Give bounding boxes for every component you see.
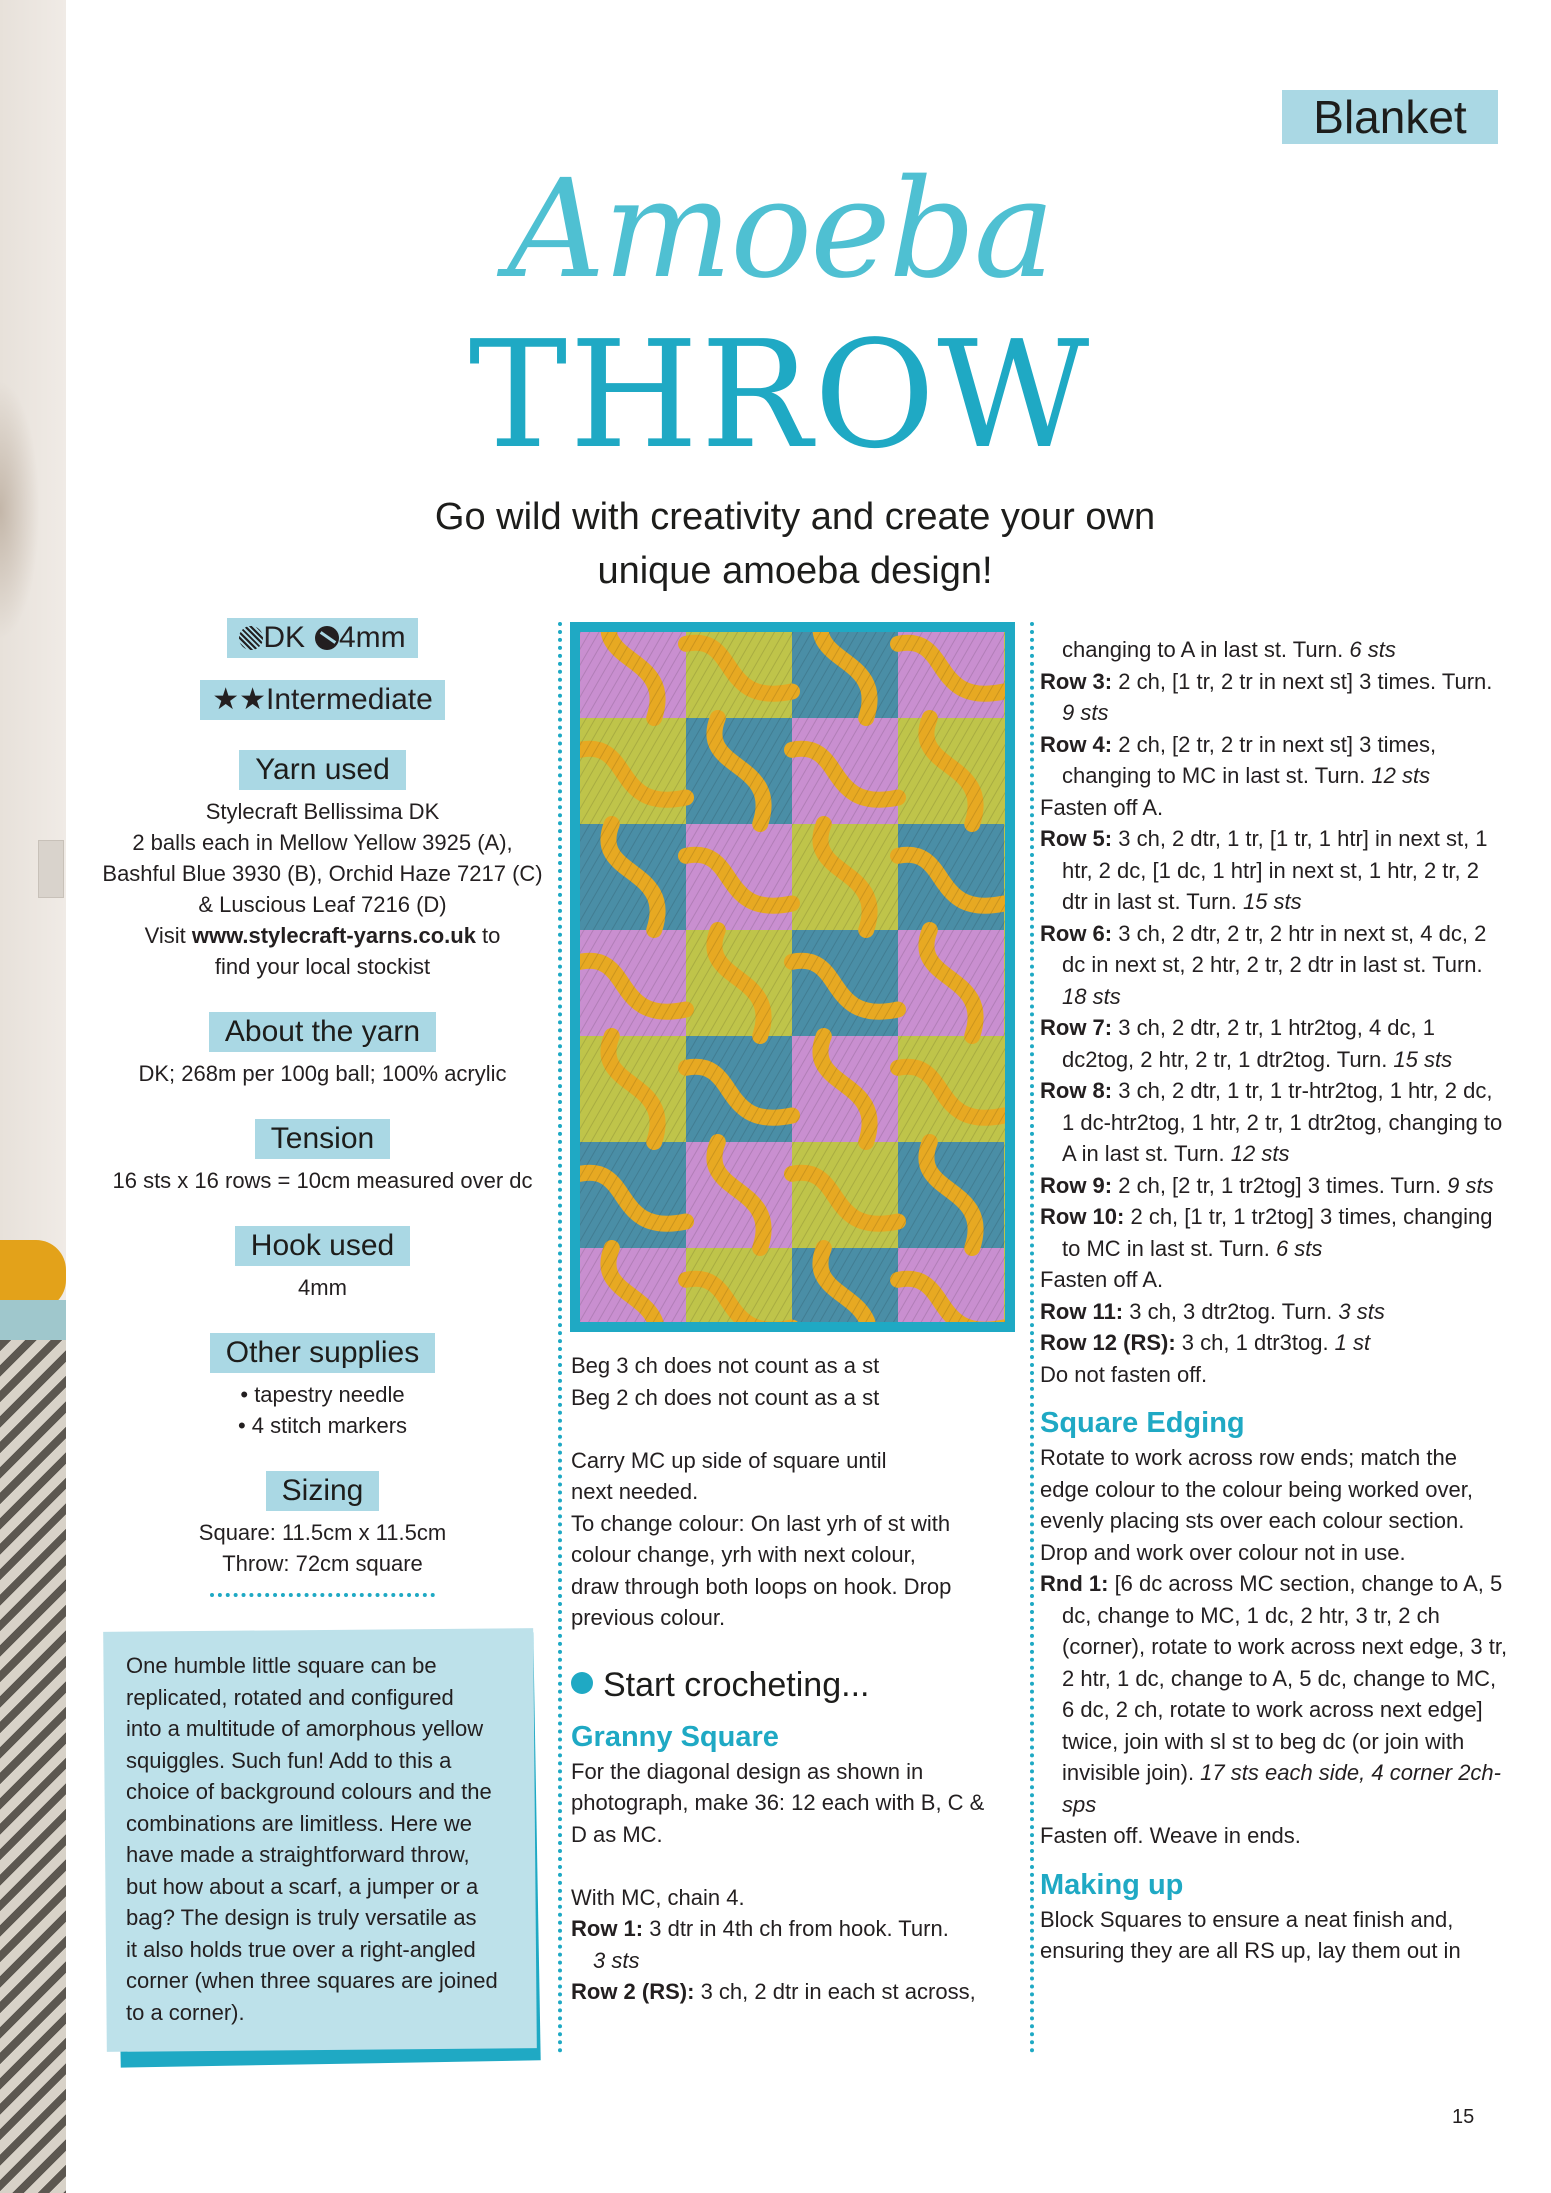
- title-throw: THROW: [468, 309, 1092, 481]
- about-yarn-text: DK; 268m per 100g ball; 100% acrylic: [138, 1061, 507, 1086]
- crochet-hook-icon: [315, 626, 339, 650]
- row-text: 3 dtr in 4th ch from hook. Turn.: [643, 1916, 949, 1941]
- difficulty-text: Intermediate: [266, 683, 433, 716]
- hook-text: 4mm: [339, 621, 406, 654]
- row-count: 9 sts: [1062, 700, 1109, 725]
- row-count: 9 sts: [1447, 1172, 1494, 1198]
- wall-socket: [38, 840, 64, 898]
- making-up-heading: Making up: [1040, 1868, 1184, 1901]
- lifestyle-photo-strip: [0, 0, 66, 2193]
- making-up-text: Block Squares to ensure a neat finish and, ensuring they are all RS up, lay them out in: [1040, 1906, 1461, 1963]
- throw-photo: [570, 622, 1015, 1332]
- infobox-line: corner (when three squares are joined: [126, 1968, 498, 1993]
- about-yarn-heading: About the yarn: [209, 1012, 436, 1052]
- row-4: [1040, 729, 1510, 792]
- row-text: 3 ch, 2 dtr, 1 tr, [1 tr, 1 htr] in next st, 1 htr, 2 dc, [1 dc, 1 htr] in next st, 1 htr, 2 tr, 2 dtr in last st. Turn.: [1062, 826, 1488, 914]
- yarn-line: & Luscious Leaf 7216 (D): [198, 892, 447, 917]
- square-edging-heading: Square Edging: [1040, 1407, 1245, 1439]
- supply-item: • 4 stitch markers: [237, 1413, 408, 1438]
- row-7: [1040, 1012, 1510, 1075]
- note-line: Beg 2 ch does not count as a st: [571, 1384, 880, 1410]
- subtitle: [330, 490, 1260, 598]
- row-label: Row 7:: [1040, 1015, 1113, 1040]
- yarn-line: 2 balls each in Mellow Yellow 3925 (A),: [132, 830, 513, 855]
- title-amoeba: Amoeba: [507, 151, 1053, 309]
- infobox-line: replicated, rotated and configured: [126, 1684, 454, 1710]
- zigzag-rug: [0, 1340, 66, 2193]
- no-fasten-line: Do not fasten off.: [1040, 1361, 1208, 1387]
- page-number: 15: [1452, 2106, 1475, 2128]
- row-text: 3 ch, 2 dtr, 2 tr, 1 htr2tog, 4 dc, 1 dc2tog, 2 htr, 2 tr, 1 dtr2tog. Turn.: [1062, 1015, 1435, 1072]
- change-colour-line: To change colour: On last yrh of st with: [571, 1510, 951, 1536]
- infobox-line: bag? The design is truly versatile as: [126, 1905, 477, 1930]
- yarn-ball-icon: [239, 626, 263, 650]
- row-text: changing to A in last st. Turn.: [1062, 637, 1350, 662]
- wall-background: [0, 0, 66, 1340]
- row-count: 3 sts: [593, 1947, 640, 1973]
- row-2: [571, 1976, 1011, 2008]
- row-8: [1040, 1075, 1510, 1170]
- row-text: 3 ch, 2 dtr, 1 tr, 1 tr-htr2tog, 1 htr, 2 dc, 1 dc-htr2tog, 1 htr, 2 tr, 1 dtr2tog, changing to A in last st. Turn.: [1062, 1078, 1503, 1166]
- infobox-line: One humble little square can be: [126, 1653, 437, 1678]
- row-label: Row 1:: [571, 1916, 644, 1941]
- row-text: 3 ch, 2 dtr, 2 tr, 2 htr in next st, 4 dc, 2 dc in next st, 2 htr, 2 tr, 2 dtr in last st. Turn.: [1062, 920, 1487, 977]
- weave-line: Fasten off. Weave in ends.: [1040, 1823, 1301, 1848]
- row-text: 3 ch, 1 dtr3tog.: [1175, 1330, 1335, 1355]
- dotted-divider: [210, 1593, 435, 1597]
- tension-heading: Tension: [255, 1119, 390, 1159]
- change-colour-line: draw through both loops on hook. Drop: [571, 1573, 952, 1599]
- row-1: [571, 1913, 1011, 1976]
- row-text: 2 ch, [2 tr, 1 tr2tog] 3 times. Turn.: [1112, 1172, 1448, 1198]
- row-label: Row 2 (RS):: [571, 1979, 695, 2004]
- row-11: [1040, 1296, 1510, 1328]
- row-label: Row 12 (RS):: [1040, 1330, 1176, 1355]
- subtitle-line-1: Go wild with creativity and create your own: [434, 496, 1156, 538]
- row-label: Row 8:: [1040, 1078, 1113, 1103]
- row-text: [6 dc across MC section, change to A, 5 dc, change to MC, 1 dc, 2 htr, 3 tr, 2 ch (corner), rotate to work across next edge, 3 tr, 2 htr, 1 dc, change to A, 5 dc, change to MC, 6 dc, 2 ch, rotate to work across next edge] twice, join with sl st to beg dc (or join with invisible join).: [1062, 1571, 1508, 1785]
- with-mc-line: With MC, chain 4.: [571, 1884, 745, 1910]
- row-10: [1040, 1201, 1510, 1264]
- crochet-throw-image: [580, 632, 1005, 1322]
- sizing-line: Square: 11.5cm x 11.5cm: [198, 1520, 447, 1545]
- row-count: 15 sts: [1393, 1046, 1453, 1072]
- yarn-ball-icon: [571, 1672, 593, 1694]
- row-count: 6 sts: [1349, 637, 1396, 662]
- row-text: 3 ch, 3 dtr2tog. Turn.: [1123, 1298, 1339, 1324]
- change-colour-line: previous colour.: [571, 1605, 726, 1630]
- row-count: 12 sts: [1230, 1141, 1290, 1166]
- row-label: Rnd 1:: [1040, 1571, 1109, 1596]
- change-colour-line: colour change, yrh with next colour,: [571, 1542, 916, 1567]
- edging-text: Rotate to work across row ends; match the edge colour to the colour being worked over, evenly placing sts over each colour section. Drop and work over colour not in use.: [1040, 1445, 1473, 1565]
- visit-line-2: find your local stockist: [214, 954, 431, 979]
- fasten-off-line: Fasten off A.: [1040, 794, 1164, 820]
- visit-line: [90, 920, 555, 951]
- row-label: Row 10:: [1040, 1204, 1125, 1229]
- granny-text-line: photograph, make 36: 12 each with B, C &: [571, 1790, 985, 1815]
- carry-line: Carry MC up side of square until: [571, 1447, 887, 1473]
- row-text: 3 ch, 2 dtr in each st across,: [694, 1979, 976, 2004]
- granny-square-heading: Granny Square: [571, 1720, 779, 1753]
- instructions-column-3: [1040, 634, 1510, 1967]
- column-divider-2: [1030, 622, 1034, 2054]
- row-label: Row 4:: [1040, 731, 1113, 757]
- fasten-off-line: Fasten off A.: [1040, 1267, 1164, 1292]
- row-text: 2 ch, [1 tr, 2 tr in next st] 3 times. Turn.: [1112, 668, 1493, 694]
- infobox-line: but how about a scarf, a jumper or a: [126, 1873, 479, 1899]
- tension-text: 16 sts x 16 rows = 10cm measured over dc: [112, 1168, 533, 1193]
- hook-used-heading: Hook used: [235, 1226, 410, 1266]
- round-1: [1040, 1568, 1510, 1820]
- row-text: 2 ch, [2 tr, 2 tr in next st] 3 times, changing to MC in last st. Turn.: [1062, 731, 1437, 788]
- materials-column: [90, 618, 555, 1597]
- instructions-column-2: [571, 1350, 1011, 2008]
- weight-hook-tag: [227, 618, 417, 658]
- column-divider-1: [558, 622, 562, 2054]
- infobox-line: it also holds true over a right-angled: [126, 1936, 476, 1962]
- weight-text: DK: [263, 621, 305, 654]
- visit-prefix: Visit: [144, 923, 192, 948]
- row-count: 12 sts: [1371, 763, 1431, 788]
- row-label: Row 9:: [1040, 1172, 1113, 1198]
- row-text: 2 ch, [1 tr, 1 tr2tog] 3 times, changing to MC in last st. Turn.: [1062, 1204, 1493, 1261]
- yarn-used-text: [90, 796, 555, 982]
- infobox-line: choice of background colours and the: [126, 1779, 492, 1804]
- infobox-line: to a corner).: [126, 1999, 245, 2025]
- blue-sofa: [0, 1300, 66, 1340]
- row-5: [1040, 823, 1510, 918]
- difficulty-tag: [200, 680, 445, 720]
- row-3: [1040, 666, 1510, 729]
- other-supplies-list: [90, 1379, 555, 1441]
- category-tag: Blanket: [1282, 90, 1498, 144]
- row-2-continued: [1040, 634, 1510, 666]
- supply-item: • tapestry needle: [240, 1382, 405, 1407]
- sizing-text: [90, 1517, 555, 1579]
- subtitle-line-2: unique amoeba design!: [597, 550, 993, 592]
- stylecraft-link[interactable]: www.stylecraft-yarns.co.uk: [191, 923, 476, 948]
- infobox-line: into a multitude of amorphous yellow: [126, 1716, 484, 1741]
- granny-text-line: For the diagonal design as shown in: [571, 1758, 924, 1784]
- other-supplies-heading: Other supplies: [210, 1333, 435, 1373]
- dried-plant: [0, 380, 40, 640]
- note-line: Beg 3 ch does not count as a st: [571, 1353, 880, 1378]
- row-label: Row 6:: [1040, 920, 1113, 946]
- row-label: Row 11:: [1040, 1298, 1124, 1324]
- start-heading-text: Start crocheting...: [603, 1665, 870, 1704]
- row-count: 15 sts: [1242, 889, 1302, 914]
- start-crocheting-heading: [571, 1664, 1011, 1706]
- row-count: 17 sts each side, 4 corner 2ch-sps: [1062, 1760, 1501, 1817]
- yarn-line: Stylecraft Bellissima DK: [205, 799, 440, 824]
- row-count: 6 sts: [1275, 1235, 1323, 1261]
- row-12: [1040, 1327, 1510, 1359]
- visit-suffix: to: [475, 923, 501, 948]
- row-count: 18 sts: [1062, 983, 1121, 1009]
- row-label: Row 5:: [1040, 826, 1113, 851]
- infobox-line: combinations are limitless. Here we: [126, 1810, 473, 1836]
- row-count: 3 sts: [1338, 1298, 1385, 1324]
- yarn-used-heading: Yarn used: [239, 750, 406, 790]
- row-6: [1040, 918, 1510, 1013]
- yarn-line: Bashful Blue 3930 (B), Orchid Haze 7217 (C): [102, 861, 543, 886]
- row-9: [1040, 1170, 1510, 1202]
- row-label: Row 3:: [1040, 668, 1113, 694]
- row-count: 1 st: [1334, 1330, 1371, 1355]
- infobox-line: squiggles. Such fun! Add to this a: [126, 1747, 452, 1773]
- infobox-line: have made a straightforward throw,: [126, 1842, 470, 1867]
- sizing-line: Throw: 72cm square: [222, 1551, 423, 1576]
- sizing-heading: Sizing: [266, 1471, 380, 1511]
- carry-line: next needed.: [571, 1479, 699, 1504]
- difficulty-stars: ★★: [212, 683, 267, 716]
- infobox-text: [126, 1650, 531, 2028]
- hook-used-text: 4mm: [298, 1275, 347, 1300]
- granny-text-line: D as MC.: [571, 1821, 663, 1847]
